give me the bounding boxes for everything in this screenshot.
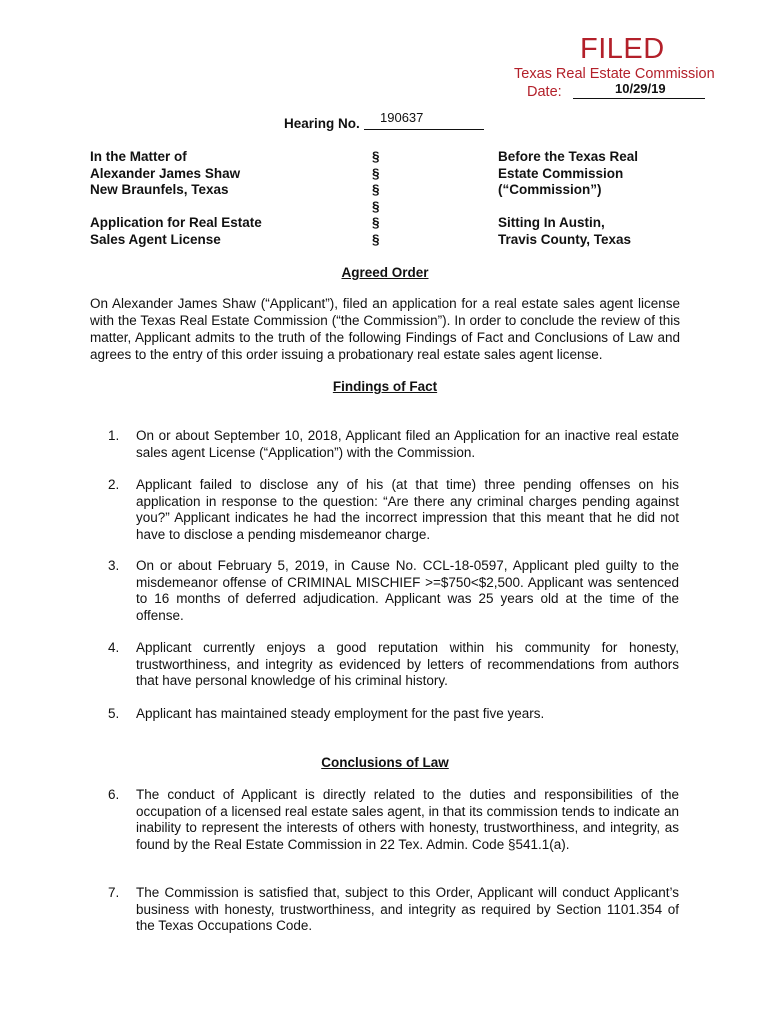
caption-right-line: Travis County, Texas bbox=[498, 231, 632, 247]
caption-left-line: In the Matter of bbox=[90, 149, 187, 164]
item-text: The Commission is satisfied that, subject to this Order, Applicant will conduct Applicant’s business with honesty, trustworthiness, and integrity as required by Section 1101.354 of the Texas Occupations Code. bbox=[136, 885, 679, 933]
section-mark: § bbox=[372, 182, 380, 197]
findings-heading: Findings of Fact bbox=[332, 379, 438, 394]
item-text: On or about February 5, 2019, in Cause No. CCL-18-0597, Applicant pled guilty to the misdemeanor offense of CRIMINAL MISCHIEF >=$750<$2,500. Applicant was sentenced to 16 months of deferred adjudication. Applicant was 25 years old at the time of the offense. bbox=[136, 558, 679, 623]
hearing-number bbox=[284, 110, 484, 131]
section-mark: § bbox=[372, 165, 380, 181]
filed-label: FILED bbox=[580, 33, 665, 65]
item-number: 4. bbox=[108, 640, 120, 655]
caption-gap bbox=[498, 199, 638, 216]
item-text: Applicant has maintained steady employment for the past five years. bbox=[136, 706, 545, 721]
stamp-date-label: Date: bbox=[527, 84, 562, 100]
section-mark: § bbox=[372, 215, 380, 230]
hearing-line bbox=[364, 129, 484, 130]
caption-right-line: Sitting In Austin, bbox=[498, 215, 605, 230]
caption-section-marks bbox=[372, 149, 380, 248]
item-number: 7. bbox=[108, 885, 120, 900]
agreed-order-heading: Agreed Order bbox=[341, 265, 429, 280]
section-mark: § bbox=[372, 231, 380, 247]
hearing-label: Hearing No. bbox=[284, 116, 360, 131]
stamp-date-line bbox=[573, 98, 705, 99]
section-mark: § bbox=[372, 149, 380, 164]
caption-left bbox=[90, 149, 262, 248]
caption-left-line: Sales Agent License bbox=[90, 231, 221, 247]
item-number: 2. bbox=[108, 477, 120, 492]
item-number: 1. bbox=[108, 428, 120, 443]
caption-right-line: Estate Commission bbox=[498, 165, 624, 181]
stamp-date-value: 10/29/19 bbox=[615, 81, 666, 96]
item-number: 5. bbox=[108, 706, 120, 721]
caption-left-line: Alexander James Shaw bbox=[90, 165, 241, 181]
section-mark: § bbox=[372, 198, 380, 214]
item-text: Applicant failed to disclose any of his (at that time) three pending offenses on his application in response to the question: “Are there any criminal charges pending against you?” Applicant indicates he had the incorrect impression that this meant that he did not have to disclose a pending misdemeanor charge. bbox=[136, 477, 679, 542]
caption-right-line: Before the Texas Real bbox=[498, 149, 639, 164]
caption-gap bbox=[90, 199, 262, 216]
hearing-number-value: 190637 bbox=[380, 110, 424, 125]
caption-left-line: Application for Real Estate bbox=[90, 215, 262, 230]
conclusions-heading: Conclusions of Law bbox=[321, 755, 449, 770]
item-text: On or about September 10, 2018, Applicant filed an Application for an inactive real estate sales agent License (“Application”) with the Commission. bbox=[136, 428, 679, 460]
stamp-agency: Texas Real Estate Commission bbox=[514, 66, 715, 82]
item-text: The conduct of Applicant is directly related to the duties and responsibilities of the occupation of a licensed real estate sales agent, in that its commission tends to indicate an inability to represent the interests of others with honesty, trustworthiness, and integrity, as found by the Real Estate Commission in 22 Tex. Admin. Code §541.1(a). bbox=[136, 787, 679, 852]
item-number: 3. bbox=[108, 558, 120, 573]
caption-left-line: New Braunfels, Texas bbox=[90, 182, 229, 197]
agreed-order-intro: On Alexander James Shaw (“Applicant”), filed an application for a real estate sales agent license with the Texas Real Estate Commission (“the Commission”). In order to conclude the review of this matter, Applicant admits to the truth of the following Findings of Fact and Conclusions of Law and agrees to the entry of this order issuing a probationary real estate sales agent license. bbox=[90, 296, 680, 362]
item-text: Applicant currently enjoys a good reputation within his community for honesty, trustworthiness, and integrity as evidenced by letters of recommendations from authors that have personal knowledge of his criminal history. bbox=[136, 640, 679, 688]
caption-right bbox=[498, 149, 638, 248]
item-number: 6. bbox=[108, 787, 120, 802]
caption-right-line: (“Commission”) bbox=[498, 182, 602, 197]
